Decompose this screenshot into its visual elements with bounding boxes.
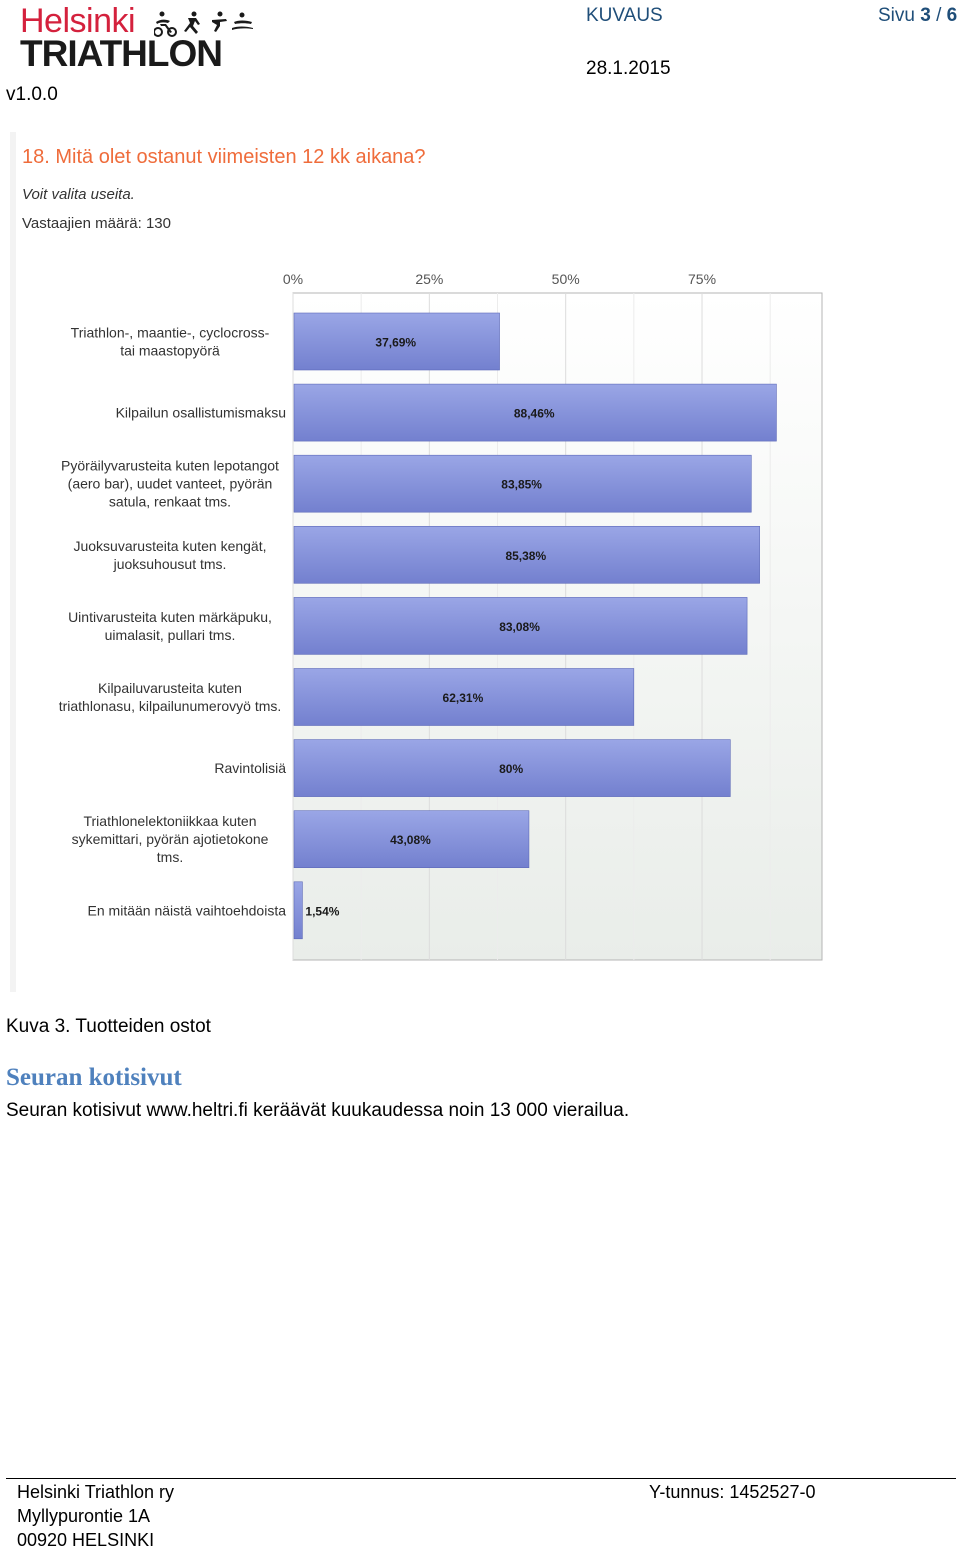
chart-category-label-line: Kilpailun osallistumismaksu bbox=[115, 404, 286, 421]
page-label: Sivu bbox=[878, 5, 915, 26]
chart-tick-label: 0% bbox=[282, 271, 304, 287]
footer-organization: Helsinki Triathlon ry bbox=[17, 1482, 175, 1502]
chart-category-label-line: Kilpailuvarusteita kuten bbox=[98, 680, 242, 696]
chart-category-label-line: Uintivarusteita kuten märkäpuku, bbox=[68, 608, 272, 625]
chart-category-label-line: Triathlon-, maantie-, cyclocross- bbox=[70, 324, 270, 341]
chart-category-label-line: satula, renkaat tms. bbox=[108, 493, 232, 510]
chart-category-label bbox=[68, 609, 272, 643]
chart-data-label: 88,46% bbox=[513, 406, 555, 421]
survey-question-title: 18. Mitä olet ostanut viimeisten 12 kk aikana? bbox=[22, 146, 426, 168]
document-type: KUVAUS bbox=[586, 5, 663, 26]
chart-category-label-line: tai maastopyörä bbox=[120, 342, 220, 359]
section-heading: Seuran kotisivut bbox=[6, 1064, 182, 1091]
chart-tick-label: 75% bbox=[688, 271, 717, 287]
chart-category-label-line: (aero bar), uudet vanteet, pyörän bbox=[67, 475, 273, 492]
logo-text-triathlon: TRIATHLON bbox=[20, 33, 222, 74]
chart-category-label bbox=[214, 760, 286, 776]
section-body-text: Seuran kotisivut www.heltri.fi keräävät kuukaudessa noin 13 000 vierailua. bbox=[6, 1100, 630, 1121]
chart-data-label: 62,31% bbox=[442, 691, 484, 705]
chart-tick-label: 25% bbox=[415, 271, 444, 287]
chart-data-label: 83,08% bbox=[499, 619, 540, 634]
document-version: v1.0.0 bbox=[6, 84, 58, 105]
chart-data-label: 1,54% bbox=[305, 904, 340, 919]
footer-city: 00920 HELSINKI bbox=[17, 1530, 155, 1550]
page-current: 3 bbox=[920, 5, 931, 26]
chart-data-label: 43,08% bbox=[390, 833, 431, 848]
chart-category-label bbox=[73, 538, 266, 572]
document-date: 28.1.2015 bbox=[586, 58, 671, 79]
chart-category-label bbox=[59, 680, 282, 714]
chart-category-label bbox=[116, 405, 286, 421]
survey-respondent-count: Vastaajien määrä: 130 bbox=[22, 215, 171, 232]
chart-category-label-line: tms. bbox=[156, 849, 184, 866]
chart-category-label-line: juoksuhousut tms. bbox=[113, 555, 227, 572]
chart-data-label: 83,85% bbox=[501, 477, 542, 492]
chart-category-label-line: triathlonasu, kilpailunumerovyö tms. bbox=[58, 698, 282, 714]
page-total: 6 bbox=[946, 5, 958, 26]
footer-divider bbox=[6, 1478, 956, 1479]
footer-business-id: Y-tunnus: 1452527-0 bbox=[649, 1482, 816, 1502]
chart-category-label bbox=[61, 458, 279, 510]
chart-category-label bbox=[71, 325, 270, 359]
chart-data-label: 37,69% bbox=[375, 335, 417, 350]
figure-caption: Kuva 3. Tuotteiden ostot bbox=[6, 1016, 211, 1037]
chart-category-label-line: Pyöräilyvarusteita kuten lepotangot bbox=[61, 457, 279, 474]
chart-category-label-line: Ravintolisiä bbox=[214, 760, 286, 777]
footer-street-address: Myllypurontie 1A bbox=[17, 1506, 151, 1526]
chart-tick-label: 50% bbox=[551, 271, 580, 287]
chart-category-label bbox=[72, 813, 269, 865]
survey-question-hint: Voit valita useita. bbox=[22, 186, 135, 203]
page-separator: / bbox=[936, 5, 942, 26]
chart-category-label-line: En mitään näistä vaihtoehdoista bbox=[87, 902, 286, 919]
chart-data-label: 80% bbox=[499, 762, 524, 777]
chart-category-label bbox=[88, 902, 287, 918]
chart-bar bbox=[294, 882, 302, 939]
chart-data-label: 85,38% bbox=[505, 548, 547, 563]
chart-category-label-line: uimalasit, pullari tms. bbox=[104, 626, 236, 643]
chart-category-label-line: Juoksuvarusteita kuten kengät, bbox=[73, 537, 267, 554]
chart-category-label-line: sykemittari, pyörän ajotietokone bbox=[71, 831, 269, 848]
logo-text-helsinki: Helsinki bbox=[20, 2, 136, 40]
chart-category-label-line: Triathlonelektoniikkaa kuten bbox=[83, 813, 257, 830]
